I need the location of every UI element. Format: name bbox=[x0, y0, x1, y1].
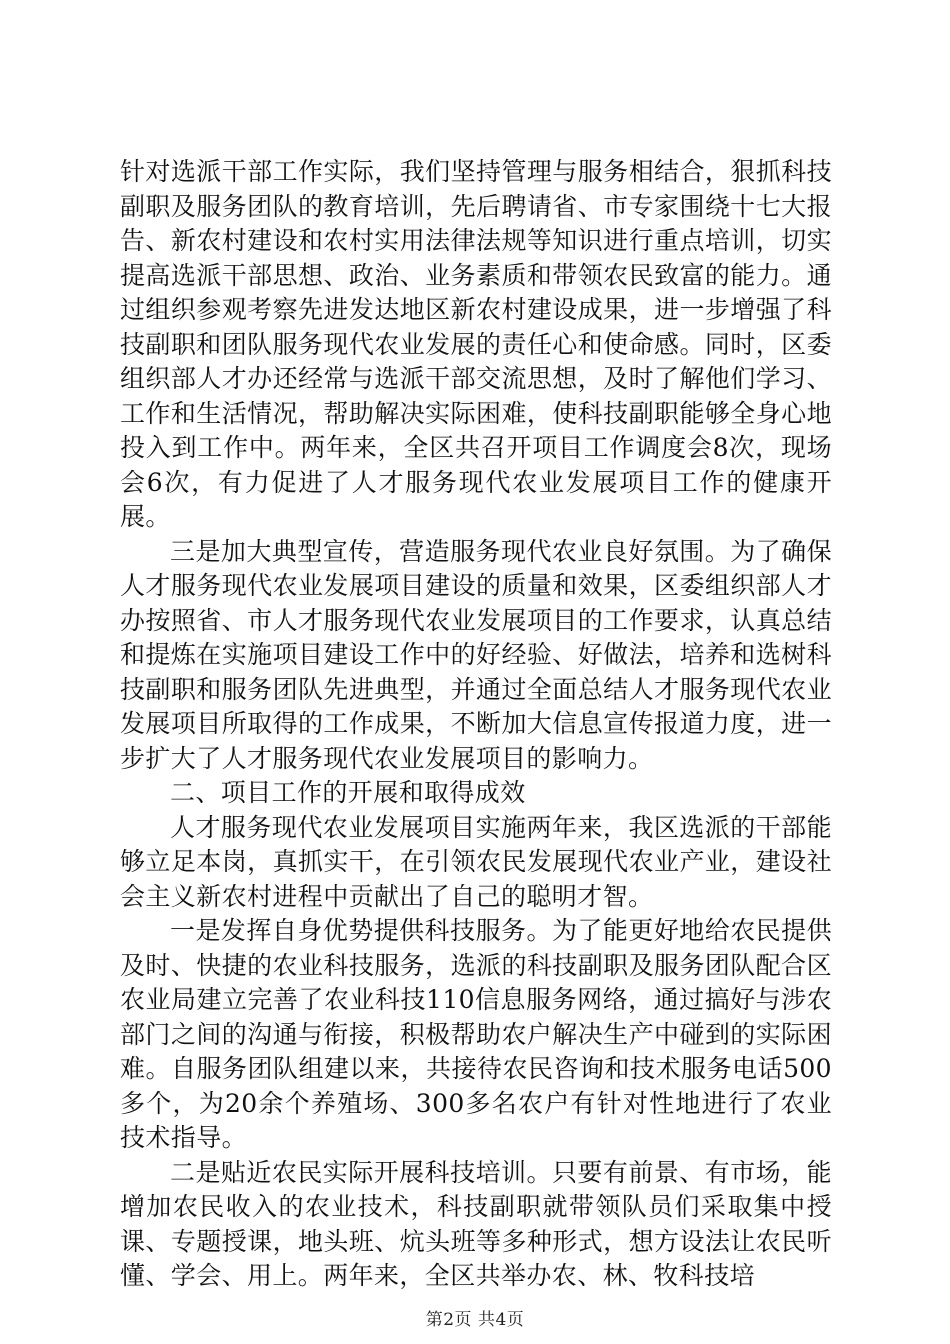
paragraph-2: 三是加大典型宣传，营造服务现代农业良好氛围。为了确保人才服务现代农业发展项目建设的质量和效果，区委组织部人才办按照省、市人才服务现代农业发展项目的工作要求，认真总结和提炼在实施项目建设工作中的好经验、好做法，培养和选树科技副职和服务团队先进典型，并通过全面总结人才服务现代农业发展项目所取得的工作成果，不断加大信息宣传报道力度，进一步扩大了人才服务现代农业发展项目的影响力。 bbox=[120, 536, 832, 773]
paragraph-5: 二是贴近农民实际开展科技培训。只要有前景、有市场，能增加农民收入的农业技术，科技副职就带领队员们采取集中授课、专题授课，地头班、炕头班等多种形式，想方设法让农民听懂、学会、用上。两年来，全区共举办农、林、牧科技培 bbox=[120, 1157, 832, 1290]
paragraph-3: 人才服务现代农业发展项目实施两年来，我区选派的干部能够立足本岗，真抓实干，在引领农民发展现代农业产业，建设社会主义新农村进程中贡献出了自己的聪明才智。 bbox=[120, 812, 832, 911]
paragraph-1: 针对选派干部工作实际，我们坚持管理与服务相结合，狠抓科技副职及服务团队的教育培训，先后聘请省、市专家围绕十七大报告、新农村建设和农村实用法律法规等知识进行重点培训，切实提高选派干部思想、政治、业务素质和带领农民致富的能力。通过组织参观考察先进发达地区新农村建设成果，进一步增强了科技副职和团队服务现代农业发展的责任心和使命感。同时，区委组织部人才办还经常与选派干部交流思想，及时了解他们学习、工作和生活情况，帮助解决实际困难，使科技副职能够全身心地投入到工作中。两年来，全区共召开项目工作调度会8次，现场会6次，有力促进了人才服务现代农业发展项目工作的健康开展。 bbox=[120, 157, 832, 531]
document-body bbox=[120, 155, 832, 1294]
page-number-footer: 第2页 共4页 bbox=[425, 1310, 525, 1330]
section-heading: 二、项目工作的开展和取得成效 bbox=[170, 778, 526, 807]
paragraph-4: 一是发挥自身优势提供科技服务。为了能更好地给农民提供及时、快捷的农业科技服务，选派的科技副职及服务团队配合区农业局建立完善了农业科技110信息服务网络，通过搞好与涉农部门之间的沟通与衔接，积极帮助农户解决生产中碰到的实际困难。自服务团队组建以来，共接待农民咨询和技术服务电话500多个，为20余个养殖场、300多名农户有针对性地进行了农业技术指导。 bbox=[120, 916, 832, 1152]
